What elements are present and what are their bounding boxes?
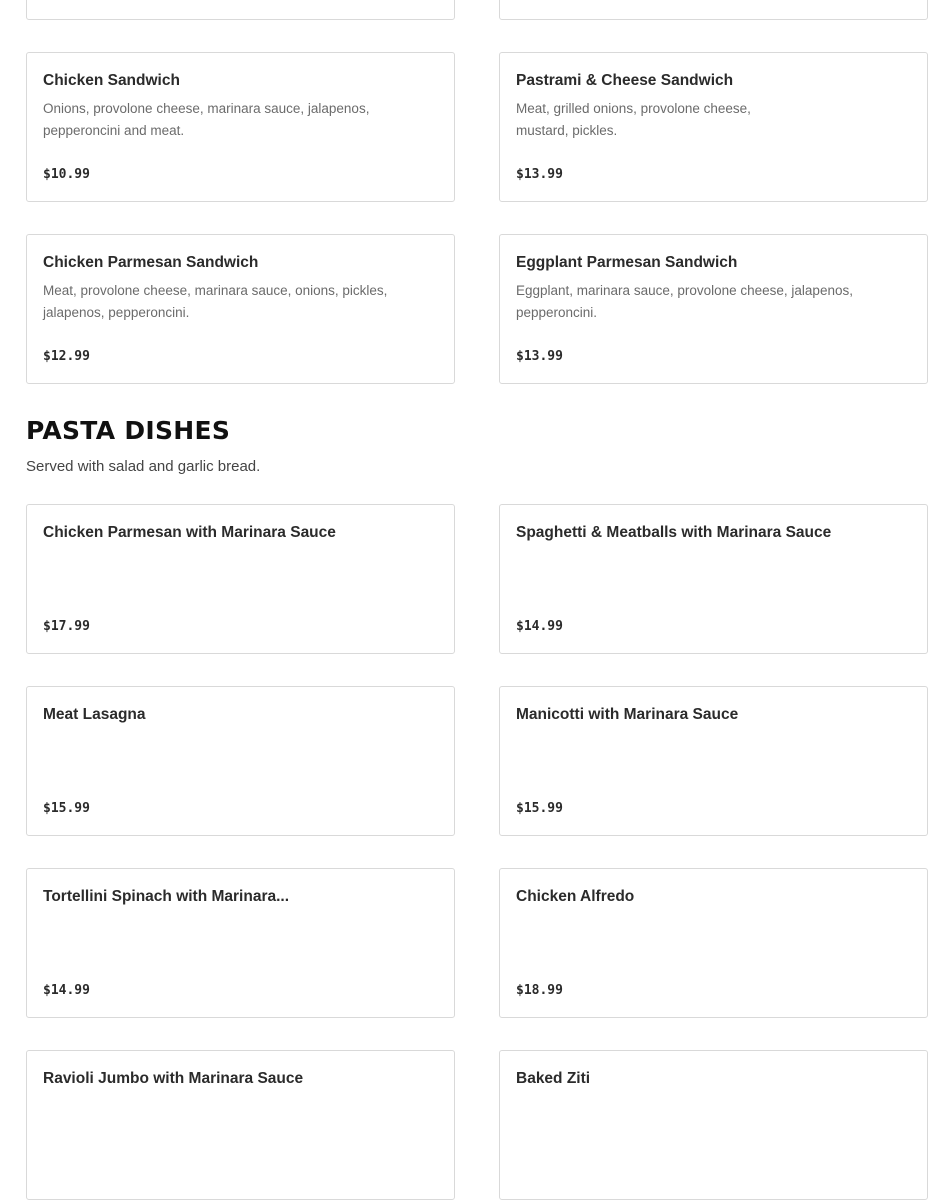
menu-item-price: $10.99 (43, 167, 90, 182)
menu-item-card[interactable] (499, 686, 928, 836)
menu-item-name: Manicotti with Marinara Sauce (516, 706, 739, 723)
menu-item-price: $13.99 (516, 349, 563, 364)
menu-item-description: Eggplant, marinara sauce, provolone cheese, jalapenos, pepperoncini. (516, 283, 853, 320)
menu-item-name: Baked Ziti (516, 1070, 591, 1087)
menu-item-name: Tortellini Spinach with Marinara... (43, 888, 290, 905)
menu-item-name: Spaghetti & Meatballs with Marinara Sauce (516, 524, 832, 541)
menu-item-description: Onions, provolone cheese, marinara sauce, jalapenos, pepperoncini and meat. (43, 101, 370, 138)
menu-item-name: Ravioli Jumbo with Marinara Sauce (43, 1070, 304, 1087)
menu-item-price: $14.99 (516, 619, 563, 634)
menu-item-price: $15.99 (43, 801, 90, 816)
menu-item-card[interactable] (499, 234, 928, 384)
menu-item-name: Chicken Alfredo (516, 888, 635, 905)
menu-item-card[interactable] (499, 504, 928, 654)
menu-item-card[interactable] (26, 686, 455, 836)
menu-item-price: $13.99 (516, 167, 563, 182)
menu-item-price: $14.99 (43, 983, 90, 998)
menu-item-card[interactable] (26, 234, 455, 384)
menu-item-name: Chicken Sandwich (43, 72, 180, 89)
menu-item-card[interactable] (499, 868, 928, 1018)
menu-item-price: $12.99 (43, 349, 90, 364)
menu-item-card[interactable] (26, 1050, 455, 1200)
menu-item-price: $18.99 (516, 983, 563, 998)
menu-item-card[interactable] (26, 504, 455, 654)
menu-item-card[interactable] (26, 0, 455, 20)
menu-item-name: Pastrami & Cheese Sandwich (516, 72, 734, 89)
menu-item-card[interactable] (499, 0, 928, 20)
section-subtitle: Served with salad and garlic bread. (26, 458, 261, 475)
menu-item-price: $15.99 (516, 801, 563, 816)
menu-item-card[interactable] (26, 868, 455, 1018)
menu-item-card[interactable] (26, 52, 455, 202)
menu-item-name: Meat Lasagna (43, 706, 146, 723)
menu-item-description: Meat, provolone cheese, marinara sauce, onions, pickles, jalapenos, pepperoncini. (43, 283, 388, 320)
menu-item-card[interactable] (499, 52, 928, 202)
menu-item-card[interactable] (499, 1050, 928, 1200)
menu-item-name: Chicken Parmesan with Marinara Sauce (43, 524, 336, 541)
section-title: PASTA DISHES (26, 416, 231, 445)
menu-item-description: Meat, grilled onions, provolone cheese, mustard, pickles. (516, 101, 751, 138)
menu-item-price: $17.99 (43, 619, 90, 634)
menu-item-name: Chicken Parmesan Sandwich (43, 254, 259, 271)
menu-item-name: Eggplant Parmesan Sandwich (516, 254, 738, 271)
